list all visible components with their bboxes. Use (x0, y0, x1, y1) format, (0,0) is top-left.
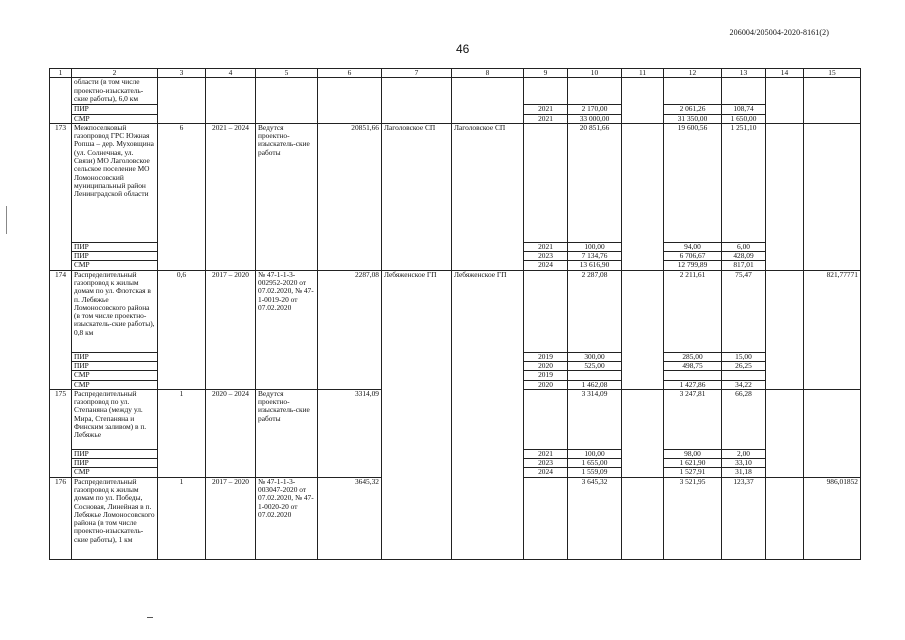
cell-value: 94,00 (664, 242, 722, 251)
column-header: 7 (382, 69, 452, 78)
cell-value: 3 645,32 (568, 477, 622, 559)
cell-owner: Лаголовское СП (452, 123, 524, 270)
cell-value: 12 799,89 (664, 261, 722, 270)
cell (622, 477, 664, 559)
cell-length: 6 (158, 123, 206, 270)
cell-value: 13 616,90 (568, 261, 622, 270)
cell-value: 1 527,91 (664, 468, 722, 477)
cell-year: 2020 (524, 380, 568, 389)
cell (766, 477, 804, 559)
cell (524, 477, 568, 559)
column-header: 6 (318, 69, 382, 78)
cell-num (50, 78, 72, 124)
cell-num: 174 (50, 270, 72, 389)
cell-value: 986,01852 (804, 477, 861, 559)
column-header: 3 (158, 69, 206, 78)
cell-value: 66,28 (722, 389, 766, 449)
cell-value: 3 521,95 (664, 477, 722, 559)
cell-work-type: ПИР (72, 459, 158, 468)
cell-year: 2024 (524, 468, 568, 477)
cell-year: 2024 (524, 261, 568, 270)
cell-work-type: СМР (72, 261, 158, 270)
cell-cost: 3645,32 (318, 477, 382, 559)
cell-owner: Лебяженское ГП (452, 270, 524, 559)
column-header: 11 (622, 69, 664, 78)
cell-work-type: ПИР (72, 361, 158, 370)
cell-cost: 3314,09 (318, 389, 382, 477)
cell-year: 2020 (524, 361, 568, 370)
cell-value (664, 371, 722, 380)
cell-expertise: № 47-1-1-3-003047-2020 от 07.02.2020, № 47-1-0020-20 от 07.02.2020 (256, 477, 318, 559)
cell-value (722, 371, 766, 380)
cell-value: 428,09 (722, 252, 766, 261)
cell-value: 2 170,00 (568, 105, 622, 114)
cell-year: 2021 (524, 242, 568, 251)
cell (622, 389, 664, 477)
column-header: 10 (568, 69, 622, 78)
column-header: 5 (256, 69, 318, 78)
cell-value: 525,00 (568, 361, 622, 370)
cell-work-type: СМР (72, 468, 158, 477)
program-table (49, 68, 861, 560)
cell (804, 389, 861, 477)
cell-value: 498,75 (664, 361, 722, 370)
cell-value: 6 706,67 (664, 252, 722, 261)
cell-value: 20 851,66 (568, 123, 622, 242)
cell-year: 2023 (524, 252, 568, 261)
column-number-row (50, 69, 861, 78)
cell-value: 33 000,00 (568, 114, 622, 123)
cell-value: 1 251,10 (722, 123, 766, 242)
cell (524, 123, 568, 242)
cell (766, 78, 804, 124)
cell-year: 2021 (524, 114, 568, 123)
cell-year: 2021 (524, 105, 568, 114)
cell-value: 15,00 (722, 352, 766, 361)
cell-value: 34,22 (722, 380, 766, 389)
cell (382, 78, 452, 124)
cell (524, 389, 568, 449)
cell-value: 821,77771 (804, 270, 861, 389)
cell (804, 123, 861, 270)
cell-cost: 2287,08 (318, 270, 382, 389)
cell-year: 2019 (524, 371, 568, 380)
cell-expertise: № 47-1-1-3-002952-2020 от 07.02.2020, № 47-1-0019-20 от 07.02.2020 (256, 270, 318, 389)
column-header: 9 (524, 69, 568, 78)
cell-work-type: СМР (72, 114, 158, 123)
cell (452, 78, 524, 124)
cell-work-type: ПИР (72, 352, 158, 361)
cell-period: 2021 – 2024 (206, 123, 256, 270)
cell (524, 78, 568, 105)
cell-name: Распределительный газопровод к жилым домам по ул. Победы, Сосновая, Линейная в п. Лебяжье Ломоносовского района (в том числе проектно-изыскатель-ские работы), 1 км (72, 477, 158, 559)
cell (158, 78, 206, 124)
cell-value: 108,74 (722, 105, 766, 114)
cell-name: Межпоселковый газопровод ГРС Южная Ропша – дер. Муховщина (ул. Солнечная, ул. Связи) МО Лаголовское сельское поселение МО Ломоносовский муниципальный район Ленинградской области (72, 123, 158, 242)
column-header: 15 (804, 69, 861, 78)
cell (722, 78, 766, 105)
cell (622, 123, 664, 270)
cell-name: Распределительный газопровод к жилым домам по ул. Флотская в п. Лебяжье Ломоносовского района (в том числе проектно-изыскатель-ские работы), 0,8 км (72, 270, 158, 352)
cell-year: 2023 (524, 459, 568, 468)
cell-value: 3 314,09 (568, 389, 622, 449)
cell-value: 75,47 (722, 270, 766, 352)
scan-artifact-dash (147, 617, 153, 618)
cell-status: Ведутся проектно-изыскатель-ские работы (256, 389, 318, 477)
cell-value: 3 247,81 (664, 389, 722, 449)
cell-year: 2021 (524, 449, 568, 458)
column-header: 1 (50, 69, 72, 78)
cell (766, 389, 804, 477)
cell-value (568, 371, 622, 380)
cell-work-type: ПИР (72, 252, 158, 261)
cell-length: 1 (158, 389, 206, 477)
cell-value: 1 427,86 (664, 380, 722, 389)
cell-status: Ведутся проектно-изыскатель-ские работы (256, 123, 318, 270)
cell-value: 2 287,08 (568, 270, 622, 352)
cell-value: 1 655,00 (568, 459, 622, 468)
cell-num: 176 (50, 477, 72, 559)
cell-length: 1 (158, 477, 206, 559)
cell-length: 0,6 (158, 270, 206, 389)
cell-year: 2019 (524, 352, 568, 361)
cell (622, 270, 664, 389)
cell (664, 78, 722, 105)
table-row (50, 270, 861, 352)
cell-value: 2 211,61 (664, 270, 722, 352)
cell (766, 123, 804, 270)
cell-period: 2020 – 2024 (206, 389, 256, 477)
cell (256, 78, 318, 124)
cell-value: 31,18 (722, 468, 766, 477)
cell-value: 817,01 (722, 261, 766, 270)
cell-value: 1 650,00 (722, 114, 766, 123)
cell-name: области (в том числе проектно-изыскатель-ские работы), 6,0 км (72, 78, 158, 105)
cell-value: 26,25 (722, 361, 766, 370)
column-header: 12 (664, 69, 722, 78)
cell (804, 78, 861, 124)
cell-value: 33,10 (722, 459, 766, 468)
cell-value: 300,00 (568, 352, 622, 361)
column-header: 14 (766, 69, 804, 78)
cell-work-type: ПИР (72, 449, 158, 458)
page-number: 46 (456, 42, 470, 56)
scan-artifact-line (6, 206, 7, 234)
cell-value: 1 621,90 (664, 459, 722, 468)
cell-num: 175 (50, 389, 72, 477)
cell-value: 2,00 (722, 449, 766, 458)
cell-value: 19 600,56 (664, 123, 722, 242)
cell-value: 100,00 (568, 242, 622, 251)
cell-value: 1 559,09 (568, 468, 622, 477)
cell-num: 173 (50, 123, 72, 270)
document-code: 206004/205004-2020-8161(2) (729, 28, 829, 37)
cell-value: 31 350,00 (664, 114, 722, 123)
cell-value: 98,00 (664, 449, 722, 458)
cell-value: 100,00 (568, 449, 622, 458)
cell (524, 270, 568, 352)
cell-period: 2017 – 2020 (206, 270, 256, 389)
cell-value: 285,00 (664, 352, 722, 361)
cell (766, 270, 804, 389)
cell-value: 6,00 (722, 242, 766, 251)
cell-value: 7 134,76 (568, 252, 622, 261)
column-header: 8 (452, 69, 524, 78)
cell-recipient: Лаголовское СП (382, 123, 452, 270)
table-row (50, 78, 861, 105)
table-row (50, 123, 861, 242)
cell-value: 123,37 (722, 477, 766, 559)
cell-recipient: Лебяженское ГП (382, 270, 452, 559)
column-header: 2 (72, 69, 158, 78)
cell (206, 78, 256, 124)
cell-work-type: ПИР (72, 242, 158, 251)
column-header: 4 (206, 69, 256, 78)
cell-period: 2017 – 2020 (206, 477, 256, 559)
cell-value: 2 061,26 (664, 105, 722, 114)
cell (568, 78, 622, 105)
cell (318, 78, 382, 124)
column-header: 13 (722, 69, 766, 78)
cell-value: 1 462,08 (568, 380, 622, 389)
cell-work-type: ПИР (72, 105, 158, 114)
cell-work-type: СМР (72, 371, 158, 380)
cell (622, 78, 664, 124)
cell-name: Распределительный газопровод по ул. Степаняна (между ул. Мира, Степаняна и Финским заливом) в п. Лебяжье (72, 389, 158, 449)
cell-cost: 20851,66 (318, 123, 382, 270)
cell-work-type: СМР (72, 380, 158, 389)
